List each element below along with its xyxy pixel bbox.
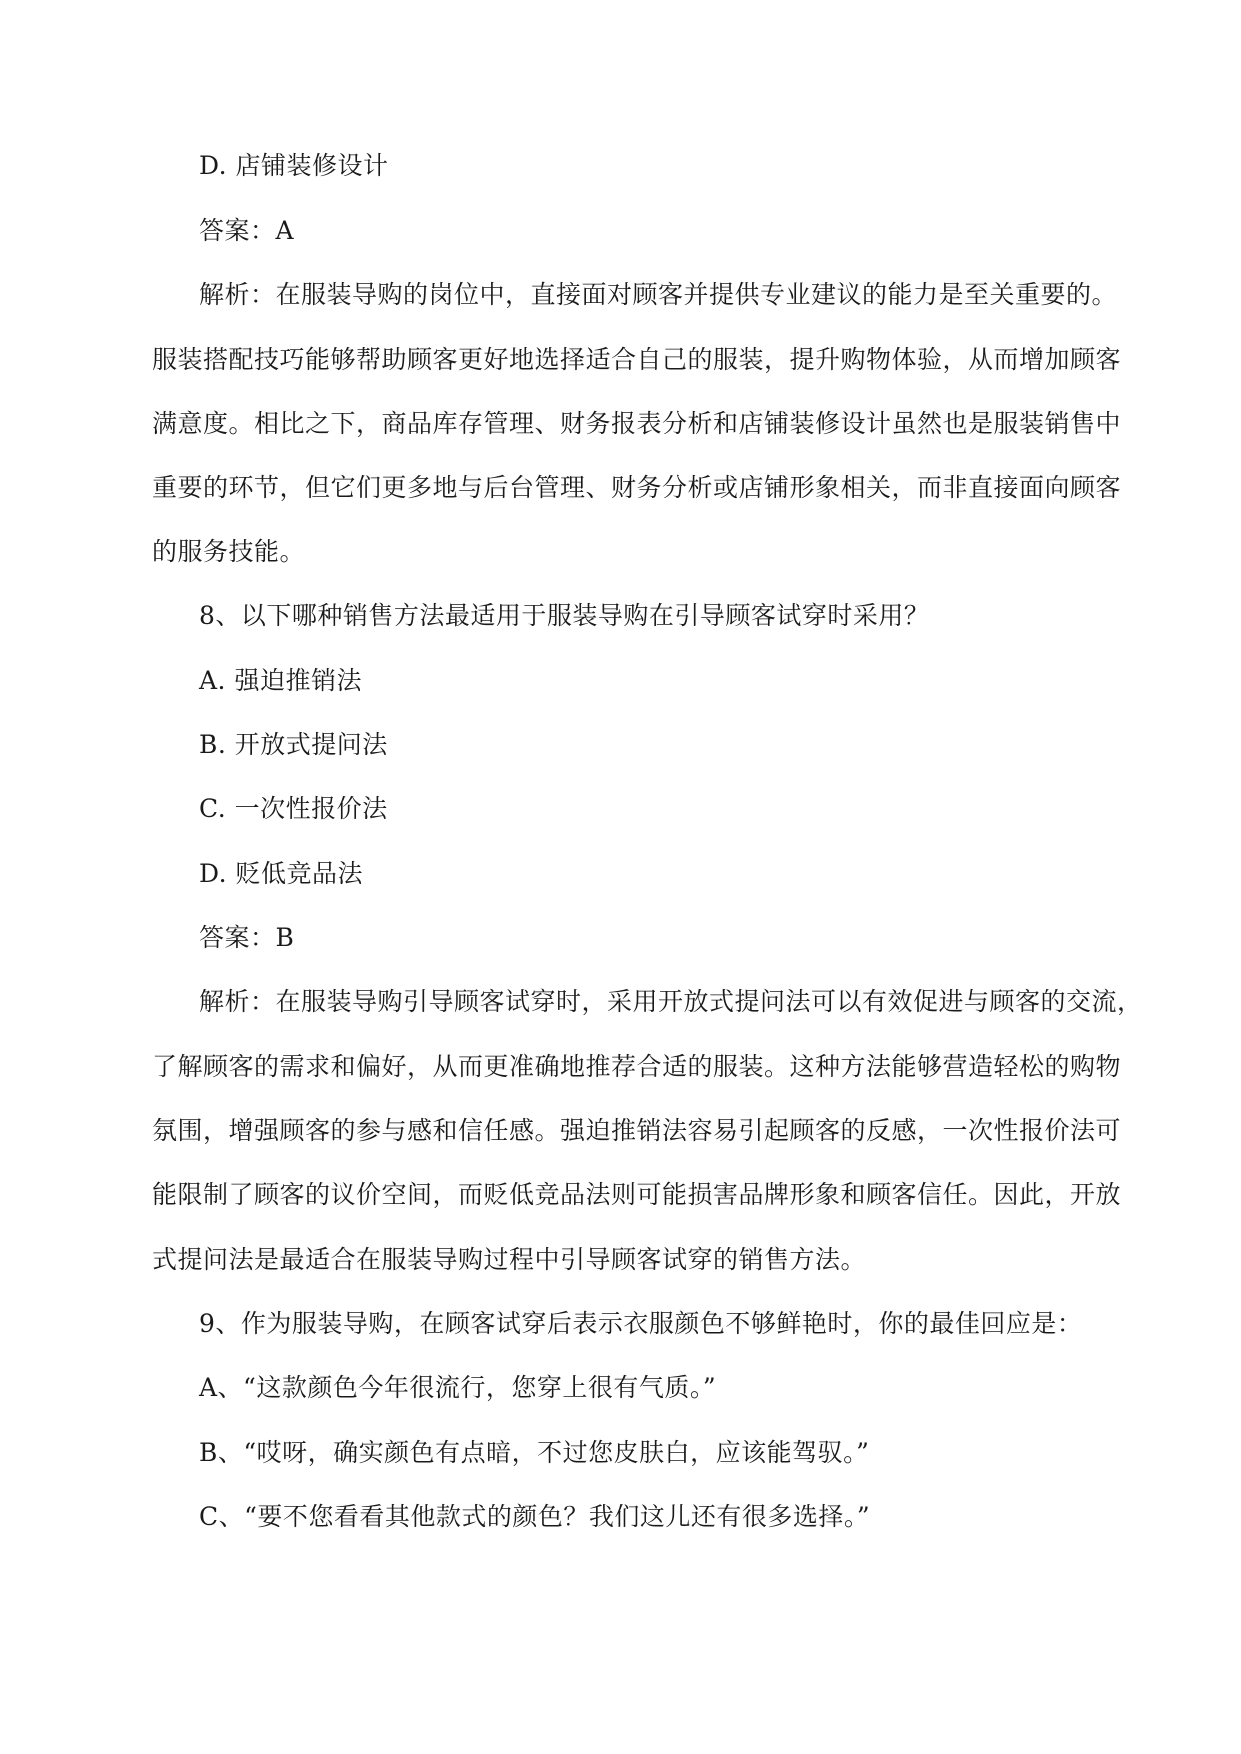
question-9: 9、作为服装导购，在顾客试穿后表示衣服颜色不够鲜艳时，你的最佳回应是： [199,1309,1083,1338]
option-d-prev: D. 店铺装修设计 [199,151,389,180]
q8-option-b: B. 开放式提问法 [199,730,388,759]
q8-analysis-line-5: 式提问法是最适合在服装导购过程中引导顾客试穿的销售方法。 [152,1245,867,1274]
answer-prev: 答案：A [199,216,295,245]
q9-option-a: A、“这款颜色今年很流行，您穿上很有气质。” [199,1373,717,1402]
q8-analysis-line-4: 能限制了顾客的议价空间，而贬低竞品法则可能损害品牌形象和顾客信任。因此，开放 [152,1180,1122,1209]
q9-option-b: B、“哎呀，确实颜色有点暗，不过您皮肤白，应该能驾驭。” [199,1438,870,1467]
q8-option-a: A. 强迫推销法 [199,666,362,695]
q8-answer: 答案：B [199,923,295,952]
analysis-prev-line-1: 解析：在服装导购的岗位中，直接面对顾客并提供专业建议的能力是至关重要的。 [199,280,1118,309]
analysis-prev-line-2: 服装搭配技巧能够帮助顾客更好地选择适合自己的服装，提升购物体验，从而增加顾客 [152,345,1122,374]
q8-analysis-line-3: 氛围，增强顾客的参与感和信任感。强迫推销法容易引起顾客的反感，一次性报价法可 [152,1116,1122,1145]
question-8: 8、以下哪种销售方法最适用于服装导购在引导顾客试穿时采用？ [199,601,930,630]
analysis-prev-line-5: 的服务技能。 [152,537,306,566]
q8-analysis-line-1: 解析：在服装导购引导顾客试穿时，采用开放式提问法可以有效促进与顾客的交流， [199,987,1143,1016]
analysis-prev-line-3: 满意度。相比之下，商品库存管理、财务报表分析和店铺装修设计虽然也是服装销售中 [152,409,1122,438]
q8-option-d: D. 贬低竞品法 [199,859,364,888]
q9-option-c: C、“要不您看看其他款式的颜色？我们这儿还有很多选择。” [199,1502,871,1531]
q8-option-c: C. 一次性报价法 [199,794,388,823]
q8-analysis-line-2: 了解顾客的需求和偏好，从而更准确地推荐合适的服装。这种方法能够营造轻松的购物 [152,1052,1122,1081]
analysis-prev-line-4: 重要的环节，但它们更多地与后台管理、财务分析或店铺形象相关，而非直接面向顾客 [152,473,1122,502]
